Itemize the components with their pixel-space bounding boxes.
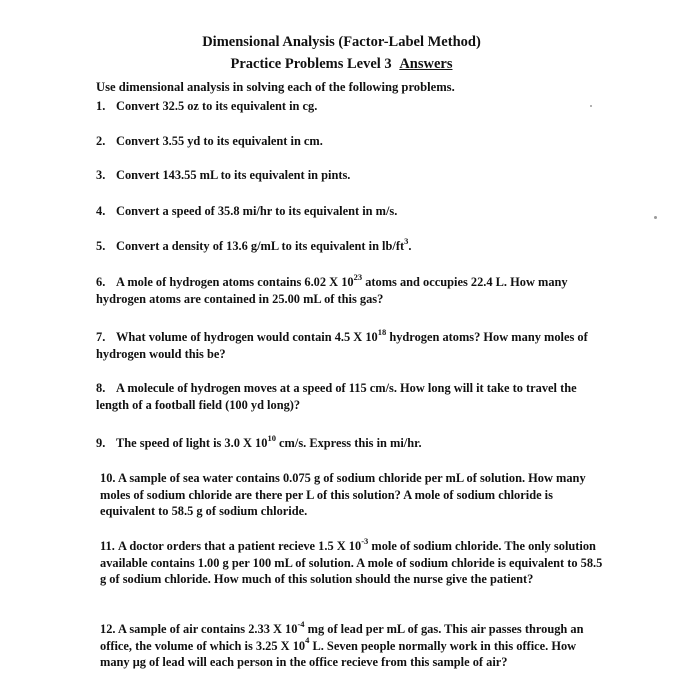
problem-number: 1. [96, 99, 106, 113]
page-subtitle [0, 55, 683, 73]
problem-text: A sample of air contains 2.33 X 10 [118, 622, 298, 636]
problem-number: 4. [96, 204, 106, 218]
exponent: 18 [377, 326, 387, 337]
exponent: 10 [267, 432, 276, 443]
problem-1 [96, 98, 317, 115]
problem-9 [96, 432, 422, 452]
problem-text: The speed of light is 3.0 X 10 [116, 436, 268, 450]
problem-10 [100, 470, 605, 520]
problem-text-middle: mg of lead per mL of gas. This air passes through an office, the volume of which is 3.25 X 10 [100, 622, 584, 653]
exponent: 23 [353, 271, 363, 282]
problem-text: Convert 32.5 oz to its equivalent in cg. [116, 99, 318, 113]
page-title: Dimensional Analysis (Factor-Label Method) [202, 34, 481, 50]
problem-4 [96, 203, 397, 220]
problem-text: Convert a density of 13.6 g/mL to its equivalent in lb/ft [116, 239, 405, 253]
problem-text: Convert a speed of 35.8 mi/hr to its equivalent in m/s. [116, 204, 398, 218]
subtitle-text: Practice Problems Level 3 [230, 56, 392, 72]
problem-number: 10. [100, 471, 116, 485]
instructions: Use dimensional analysis in solving each of the following problems. [96, 80, 455, 94]
scan-speck [590, 105, 592, 107]
problem-text: A mole of hydrogen atoms contains 6.02 X 10 [116, 275, 354, 289]
problem-8 [96, 380, 581, 413]
answers-link[interactable]: Answers [399, 56, 453, 72]
exponent: -4 [297, 618, 305, 629]
exponent: 3 [404, 235, 409, 246]
problem-6 [96, 271, 596, 307]
problem-text: A doctor orders that a patient recieve 1.5 X 10 [118, 539, 362, 553]
problem-7 [96, 326, 596, 362]
problem-text-end: mole of sodium chloride. The only solution available contains 1.00 g per 100 mL of solution. A mole of sodium chloride is equivalent to 58.5 g of sodium chloride. How much of this solution should the nurse give the patient? [100, 539, 603, 586]
problem-number: 5. [96, 239, 106, 253]
problem-11 [100, 535, 605, 588]
problem-text-end: L. Seven people normally work in this office. How many μg of lead will each person in the office recieve from this sample of air? [100, 638, 577, 669]
problem-number: 9. [96, 436, 106, 450]
exponent: -3 [361, 535, 369, 546]
problem-number: 3. [96, 168, 106, 182]
problem-text: What volume of hydrogen would contain 4.5 X 10 [116, 330, 378, 344]
problem-text: Convert 3.55 yd to its equivalent in cm. [116, 134, 323, 148]
problem-text: A sample of sea water contains 0.075 g of sodium chloride per mL of solution. How many moles of sodium chloride are there per L of this solution? A mole of sodium chloride is equivalent to 58.5 g of sodium chloride. [100, 471, 586, 518]
problem-number: 7. [96, 330, 106, 344]
problem-number: 11. [100, 539, 115, 553]
problem-text-end: cm/s. Express this in mi/hr. [275, 436, 422, 450]
scan-speck [654, 216, 657, 219]
problem-number: 6. [96, 275, 106, 289]
problem-2 [96, 133, 323, 150]
problem-text-end: . [408, 239, 412, 253]
problem-number: 2. [96, 134, 106, 148]
problem-number: 8. [96, 381, 106, 395]
problem-5 [96, 235, 412, 255]
problem-12 [100, 618, 605, 671]
problem-3 [96, 167, 350, 184]
problem-text: Convert 143.55 mL to its equivalent in pints. [116, 168, 351, 182]
problem-text-end: hydrogen atoms? How many moles of hydrogen would this be? [96, 330, 588, 361]
problem-text: A molecule of hydrogen moves at a speed of 115 cm/s. How long will it take to travel the length of a football field (100 yd long)? [96, 381, 577, 412]
problem-number: 12. [100, 622, 116, 636]
problem-text-end: atoms and occupies 22.4 L. How many hydrogen atoms are contained in 25.00 mL of this gas? [96, 275, 568, 306]
exponent-volume: 4 [305, 635, 310, 646]
